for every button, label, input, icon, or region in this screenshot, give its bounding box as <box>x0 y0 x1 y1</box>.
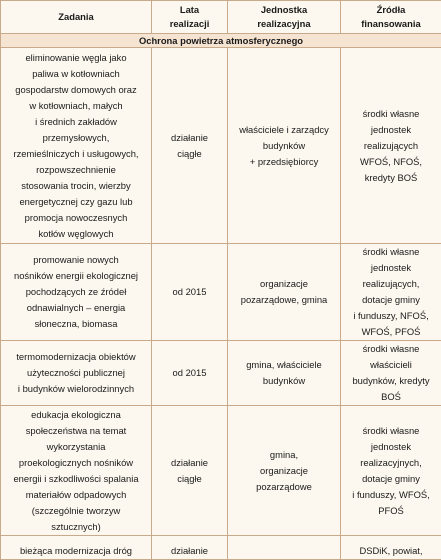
unit-cell: gmina, właściciele budynków <box>228 341 341 406</box>
unit-cell: gmina, organizacje pozarządowe <box>228 406 341 536</box>
task-cell: termomodernizacja obiektów użyteczności publicznej i budynków wielorodzinnych <box>1 341 152 406</box>
table-row <box>1 406 441 536</box>
years-cell: działanie ciągłe <box>152 406 228 536</box>
header-unit: Jednostka realizacyjna <box>228 1 341 34</box>
funding-cell: środki własne jednostek realizacyjnych, dotacje gminy i funduszy, WFOŚ, PFOŚ <box>341 406 441 536</box>
funding-cell: środki własne jednostek realizujących, dotacje gminy i funduszy, NFOŚ, WFOŚ, PFOŚ <box>341 244 441 341</box>
section-row <box>1 34 441 48</box>
funding-cell: środki własne właścicieli budynków, kredyty BOŚ <box>341 341 441 406</box>
table-row <box>1 244 441 341</box>
unit-cell: organizacje pozarządowe, gmina <box>228 244 341 341</box>
header-row <box>1 1 441 34</box>
funding-cell: środki własne jednostek realizujących WFOŚ, NFOŚ, kredyty BOŚ <box>341 48 441 244</box>
task-cell: eliminowanie węgla jako paliwa w kotłowniach gospodarstw domowych oraz w kotłowniach, małych i średnich zakładów przemysłowych, rzemieślniczych i usługowych, rozpowszechnienie stosowania trocin, wierzby energetycznej czy gazu lub promocja nowoczesnych kotłów węglowych <box>1 48 152 244</box>
header-tasks: Zadania <box>1 1 152 34</box>
years-cell: od 2015 <box>152 341 228 406</box>
table-row <box>1 536 441 560</box>
task-cell: edukacja ekologiczna społeczeństwa na temat wykorzystania proekologicznych nośników energii i szkodliwości spalania materiałów odpadowych (szczególnie tworzyw sztucznych) <box>1 406 152 536</box>
unit-cell <box>228 536 341 560</box>
unit-cell: właściciele i zarządcy budynków + przedsiębiorcy <box>228 48 341 244</box>
years-cell: działanie ciągłe <box>152 48 228 244</box>
funding-cell: DSDiK, powiat, <box>341 536 441 560</box>
header-funding: Źródła finansowania <box>341 1 441 34</box>
table-row <box>1 48 441 244</box>
task-cell: bieżąca modernizacja dróg <box>1 536 152 560</box>
table-row <box>1 341 441 406</box>
years-cell: od 2015 <box>152 244 228 341</box>
years-cell: działanie <box>152 536 228 560</box>
header-years: Lata realizacji <box>152 1 228 34</box>
section-title: Ochrona powietrza atmosferycznego <box>1 34 441 48</box>
task-cell: promowanie nowych nośników energii ekologicznej pochodzących ze źródeł odnawialnych – energia słoneczna, biomasa <box>1 244 152 341</box>
